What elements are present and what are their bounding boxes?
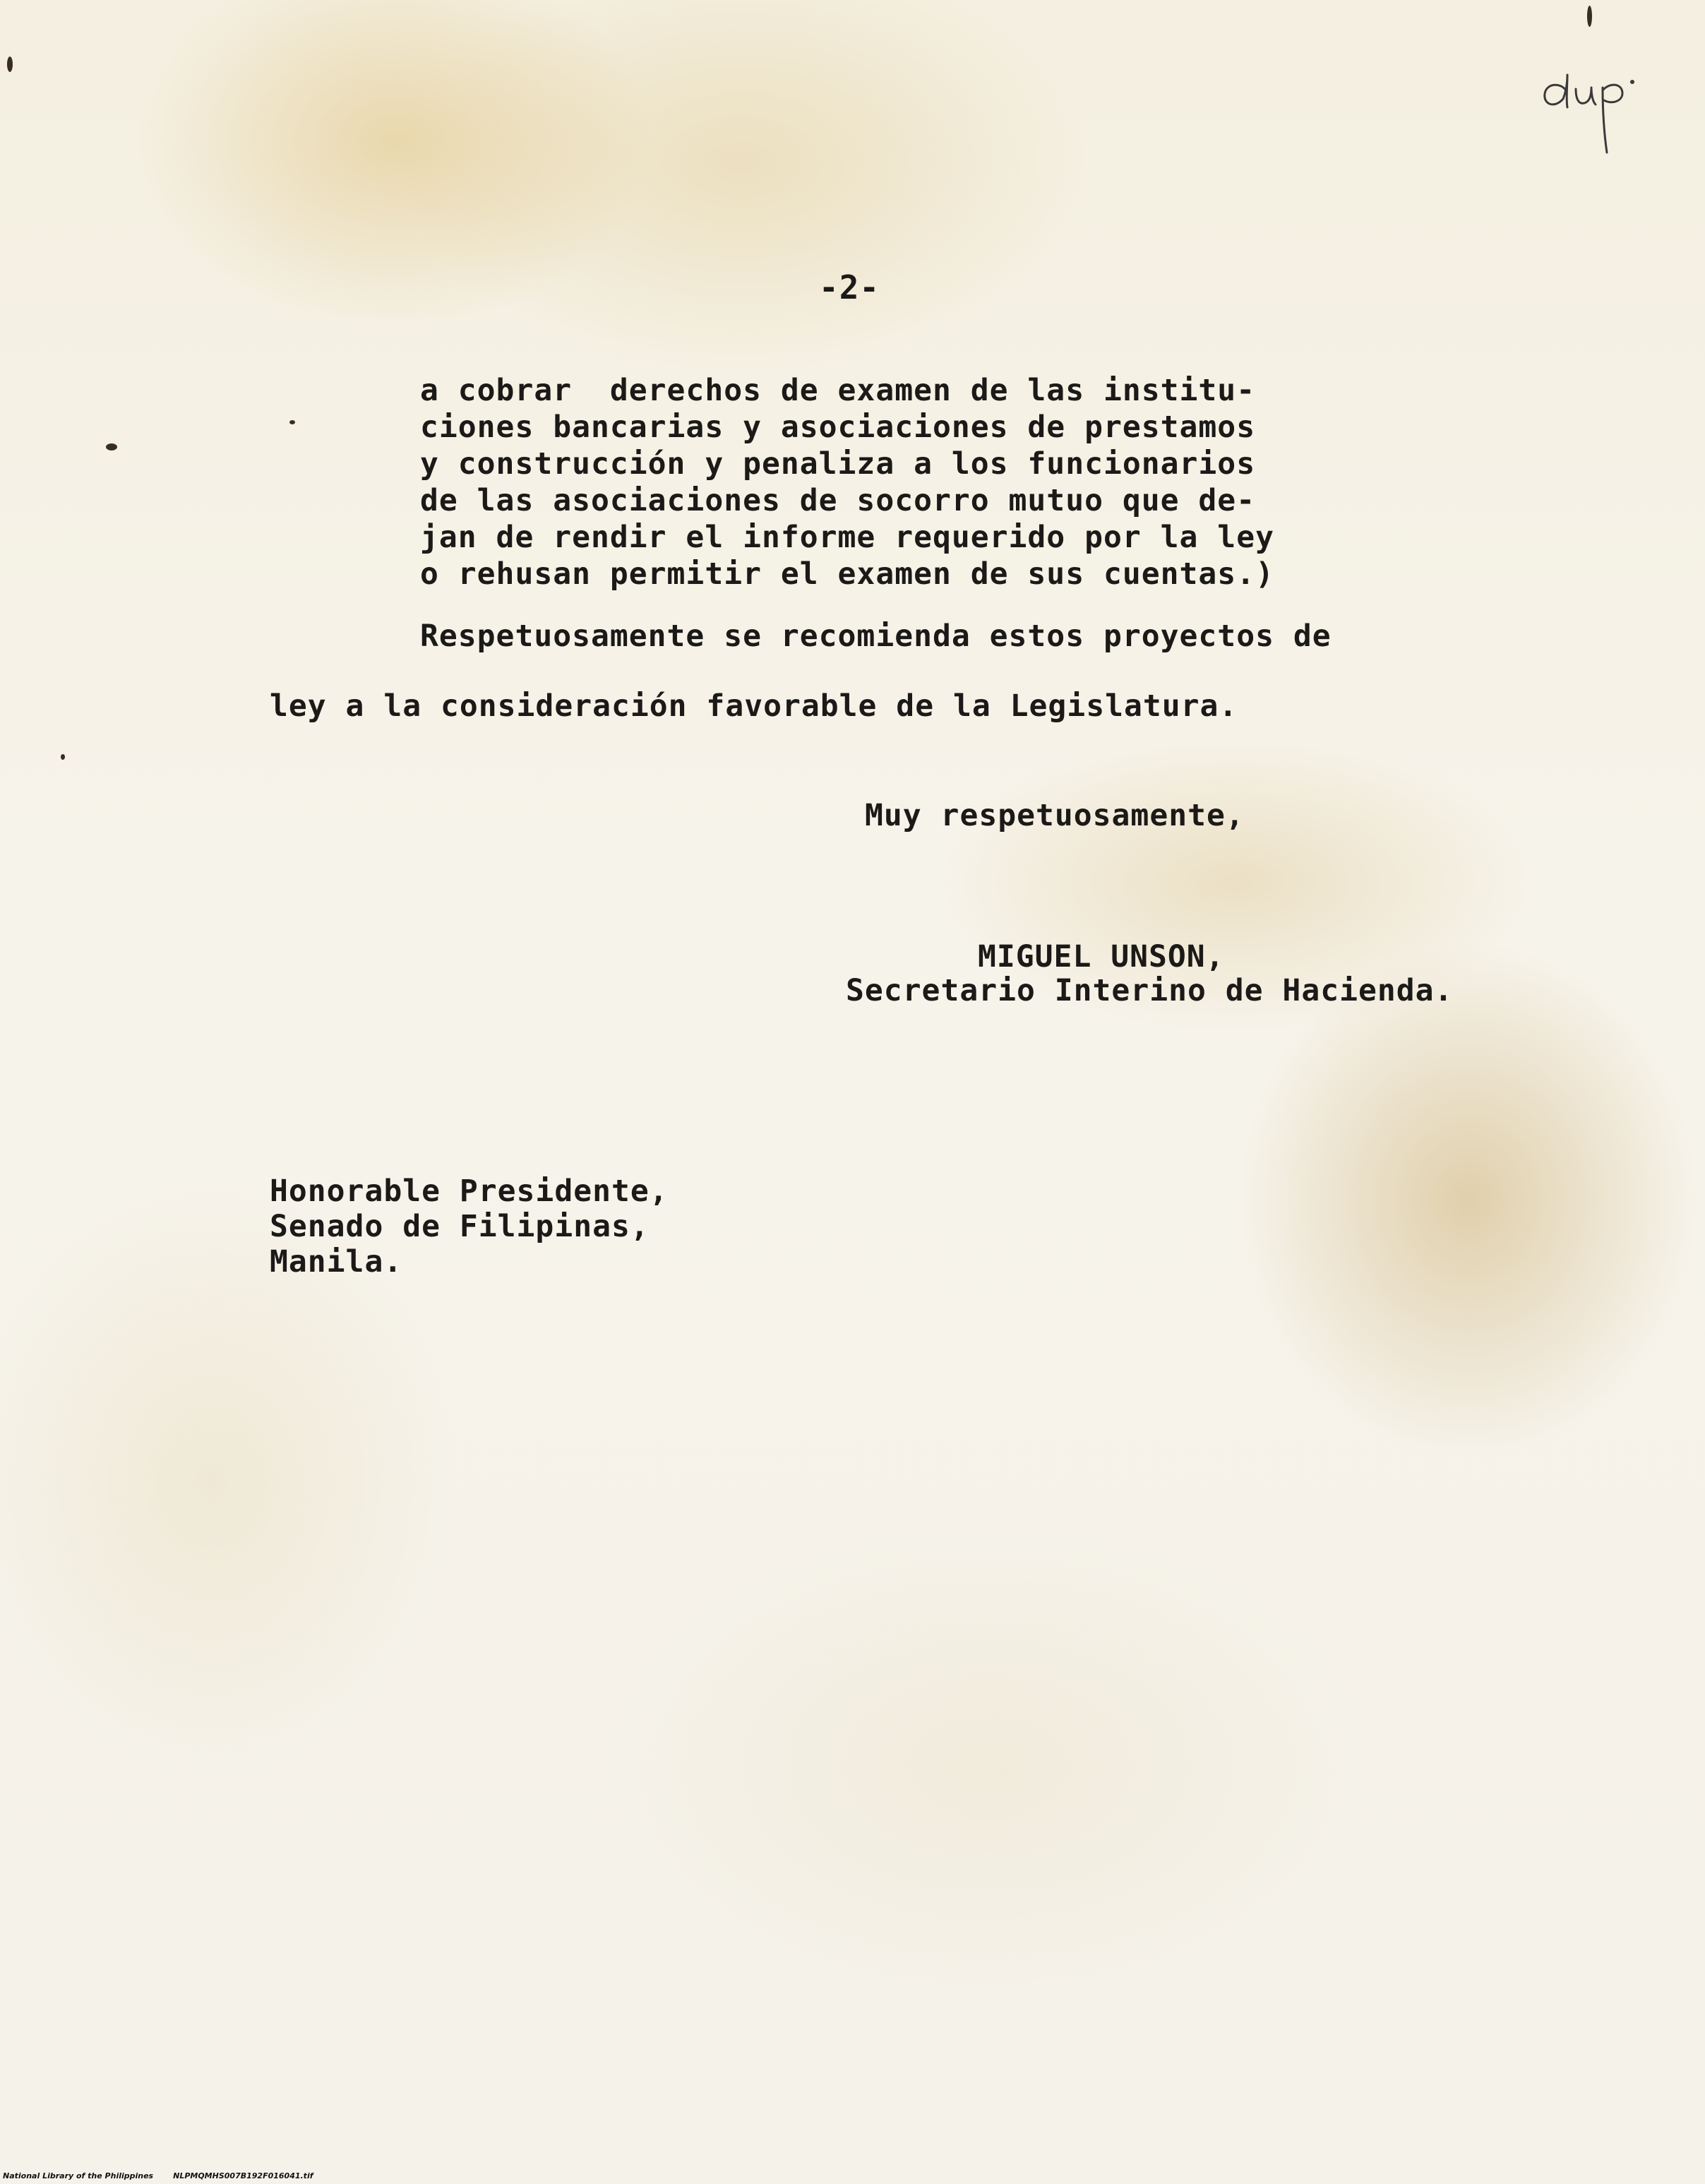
paper-speck xyxy=(61,754,65,760)
paper-speck xyxy=(1587,6,1592,27)
handwritten-dup-note xyxy=(1539,55,1652,161)
continuation-line-3: y construcción y penaliza a los funcionarios xyxy=(420,446,1256,482)
closing-salutation: Muy respetuosamente, xyxy=(865,798,1245,833)
footer-institution: National Library of the Philippines xyxy=(3,2171,154,2180)
addressee-line-1: Honorable Presidente, xyxy=(270,1174,669,1209)
continuation-line-1: a cobrar derechos de examen de las institu- xyxy=(420,373,1256,408)
recommendation-line-2: ley a la consideración favorable de la Legislatura. xyxy=(270,688,1238,724)
signatory-title: Secretario Interino de Hacienda. xyxy=(846,973,1454,1008)
continuation-line-2: ciones bancarias y asociaciones de prestamos xyxy=(420,410,1256,445)
footer-file-name: NLPMQMHS007B192F016041.tif xyxy=(173,2171,313,2180)
continuation-line-5: jan de rendir el informe requerido por la ley xyxy=(420,520,1274,555)
recommendation-line-1: Respetuosamente se recomienda estos proyectos de xyxy=(420,619,1332,654)
signatory-name: MIGUEL UNSON, xyxy=(978,939,1225,974)
addressee-line-3: Manila. xyxy=(270,1244,403,1279)
addressee-line-2: Senado de Filipinas, xyxy=(270,1209,650,1244)
paper-speck xyxy=(7,56,13,72)
page-number: -2- xyxy=(819,268,880,306)
paper-speck xyxy=(106,443,117,450)
continuation-line-4: de las asociaciones de socorro mutuo que de- xyxy=(420,483,1256,518)
paper-speck xyxy=(289,420,295,424)
continuation-line-6: o rehusan permitir el examen de sus cuentas.) xyxy=(420,556,1274,592)
archive-footer xyxy=(3,2171,313,2180)
